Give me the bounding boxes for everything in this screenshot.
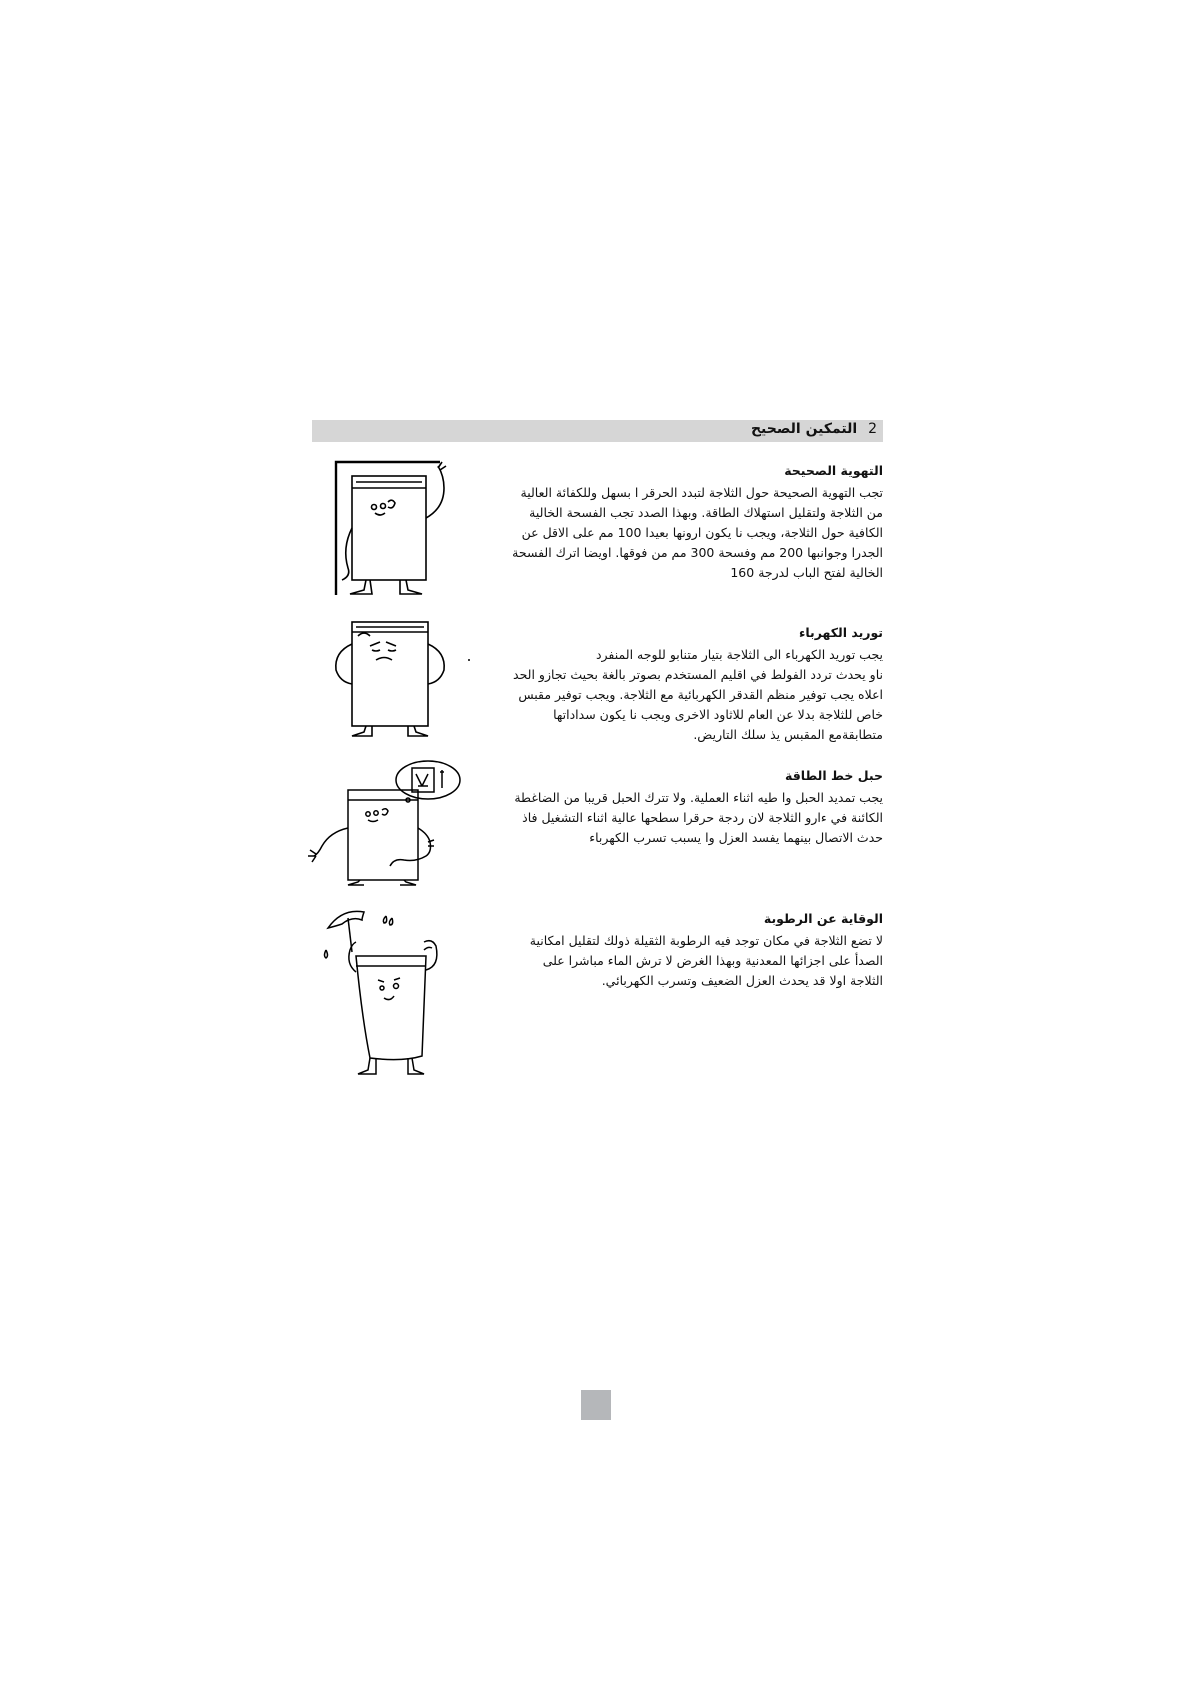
ventilation-line: تجب التهوية الصحيحة حول الثلاجة لتبدد الحرقر ا بسهل وللكفائة العالية xyxy=(520,485,883,500)
humidity-line: الصدأ على اجزائها المعدنية وبهذا الغرض لا ترش الماء مباشرا على xyxy=(542,953,883,968)
power-supply-line: اعلاه يجب توفير منظم القدقر الكهربائية مع الثلاجة. ويجب توفير مقبس xyxy=(518,687,883,702)
power-cord-line: يجب تمديد الحبل وا طيه اثناء العملية. ولا تترك الحبل قريبا من الضاغطة xyxy=(514,790,883,805)
ventilation-block xyxy=(478,462,883,583)
power-cord-line: حدث الاتصال بينهما يفسد العزل وا يسبب تسرب الكهرباء xyxy=(589,830,883,845)
humidity-block xyxy=(478,910,883,991)
section-title-text: التمكين الصحيح xyxy=(750,421,858,437)
power-supply-line: متطابقةمع المقبس يذ سلك التاريض. xyxy=(693,727,883,742)
power-supply-block xyxy=(478,624,883,745)
power-cord-block xyxy=(478,767,883,848)
humidity-line: لا تضع الثلاجة في مكان توجد فيه الرطوبة الثقيلة ذولك لتقليل امكانية xyxy=(529,933,883,948)
stray-dot xyxy=(468,659,470,661)
section-title xyxy=(751,421,877,437)
fridge-waving-illustration xyxy=(330,458,460,598)
humidity-line: الثلاجة اولا قد يحدث العزل الضعيف وتسرب الكهربائي. xyxy=(601,973,883,988)
ventilation-line: من الثلاجة ولتقليل استهلاك الطاقة. وبهذا الصدد تجب الفسحة الخالية xyxy=(529,505,883,520)
ventilation-line: الجدرا وجوانبها 200 مم وفسحة 300 مم من فوقها. اويضا اترك الفسحة xyxy=(512,545,883,560)
power-supply-line: ناو يحدث تردد الفولط في اقليم المستخدم بصوتر بالغة بحيث تجازو الحد xyxy=(513,667,883,682)
power-cord-heading: حبل خط الطاقة xyxy=(785,768,883,783)
page-number-box xyxy=(581,1390,611,1420)
ventilation-line: الخالية لفتح الباب لدرجة 160 xyxy=(730,565,883,580)
fridge-hands-on-hips-illustration xyxy=(328,614,453,738)
humidity-heading: الوقاية عن الرطوبة xyxy=(763,911,883,926)
ventilation-line: الكافية حول الثلاجة، ويجب نا يكون ارونها بعيدا 100 مم على الاقل عن xyxy=(521,525,883,540)
ventilation-heading: التهوية الصحيحة xyxy=(784,463,883,478)
power-supply-line: خاص للثلاجة بدلا عن العام للاثاود الاخرى ويجب نا يكون سداداتها xyxy=(553,707,883,722)
power-supply-heading: توريد الكهرباء xyxy=(798,625,883,640)
power-supply-line: يجب توريد الكهرباء الى الثلاجة بتيار متنابو للوجه المنفرد xyxy=(595,647,883,662)
fridge-plug-socket-illustration xyxy=(304,758,462,886)
section-header xyxy=(312,420,883,442)
fridge-umbrella-rain-illustration xyxy=(318,900,468,1076)
power-cord-line: الكائنة في ءارو الثلاجة لان ردجة حرقرا سطحها عالية اثناء التشغيل فاذ xyxy=(522,810,883,825)
section-number: 2 xyxy=(868,421,877,437)
